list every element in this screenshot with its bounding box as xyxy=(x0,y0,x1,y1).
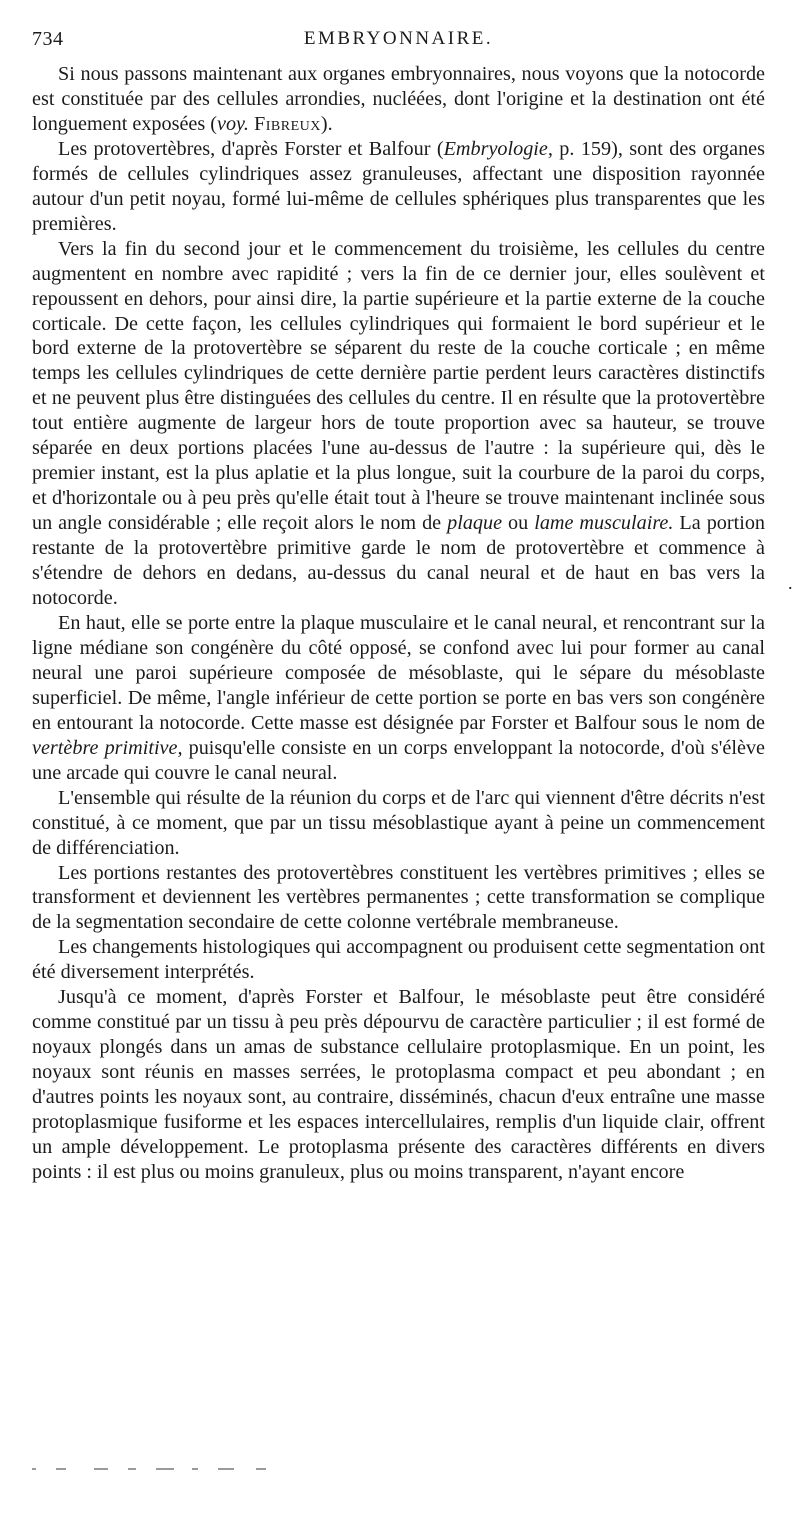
margin-mark: . xyxy=(788,573,793,593)
paragraph-second-jour: Vers la fin du second jour et le commencement du troisième, les cellules du centre augmentent en nombre avec rapidité ; vers la fin de ce dernier jour, elles soulèvent et repoussent en dehors, pour ainsi dire, la partie supérieure et la partie externe de la couche corticale. De cette façon, les cellules cylindriques qui formaient le bord supérieur et le bord externe de la protovertèbre se séparent du reste de la couche corticale ; en même temps les cellules cylindriques de cette dernière partie perdent leurs caractères distinctifs et ne peuvent plus être distinguées des cellules du centre. Il en résulte que la protovertèbre tout entière augmente de largeur hors de toute proportion avec sa hauteur, se trouve séparée en deux portions placées l'une au-dessus de l'autre : la supérieure qui, dès le premier instant, est la plus aplatie et la plus longue, suit la courbure de la paroi du corps, et d'horizontale ou à peu près qu'elle était tout à l'heure se trouve maintenant inclinée sous un angle considérable ; elle reçoit alors le nom de plaque ou lame musculaire. La portion restante de la protovertèbre primitive garde le nom de protovertèbre et commence à s'étendre de dehors en dedans, au-dessus du canal neural et de haut en bas vers la notocorde. xyxy=(32,237,766,610)
page-number: 734 xyxy=(32,28,64,50)
paragraph-en-haut: En haut, elle se porte entre la plaque musculaire et le canal neural, et rencontrant sur la ligne médiane son congénère du côté opposé, se confond avec lui pour former au canal neural une paroi supérieure composée de mésoblaste, qui le sépare du mésoblaste superficiel. De même, l'angle inférieur de cette portion se porte en bas vers son congénère en entourant la notocorde. Cette masse est désignée par Forster et Balfour sous le nom de vertèbre primitive, puisqu'elle consiste en un corps enveloppant la notocorde, d'où s'élève une arcade qui couvre le canal neural. xyxy=(32,611,765,784)
paragraph-notocorde: Si nous passons maintenant aux organes embryonnaires, nous voyons que la notocorde est constituée par des cellules arrondies, nucléées, dont l'origine et la destination ont été longuement exposées (voy. Fibreux). xyxy=(32,63,765,135)
paragraph-portions-restantes: Les portions restantes des protovertèbres constituent les vertèbres primitives ; elles se transforment et deviennent les vertèbres permanentes ; cette transformation se complique de la segmentation secondaire de cette colonne vertébrale membraneuse. xyxy=(32,861,765,934)
paragraph-changements: Les changements histologiques qui accompagnent ou produisent cette segmentation ont été diversement interprétés. xyxy=(32,936,765,984)
page-header xyxy=(32,28,765,58)
paragraph-protovertebres: Les protovertèbres, d'après Forster et Balfour (Embryologie, p. 159), sont des organes formés de cellules cylindriques assez granuleuses, affectant une disposition rayonnée autour d'un petit noyau, formé lui-même de cellules sphériques plus transparentes que les premières. xyxy=(32,137,766,235)
paragraph-jusqua: Jusqu'à ce moment, d'après Forster et Balfour, le mésoblaste peut être considéré comme constitué par un tissu à peu près dépourvu de caractère particulier ; il est formé de noyaux plongés dans un amas de substance cellulaire protoplasmique. En un point, les noyaux sont réunis en masses serrées, le protoplasma compact et peu abondant ; en d'autres points les noyaux sont, au contraire, disséminés, chacun d'eux entraîne une masse protoplasmique fusiforme et les espaces intercellulaires, remplis d'un liquide clair, offrent un ample développement. Le protoplasma présente des caractères différents en divers points : il est plus ou moins granuleux, plus ou moins transparent, n'ayant encore xyxy=(32,986,765,1183)
scan-footer-specks xyxy=(32,1468,332,1474)
body-text xyxy=(32,62,765,1185)
running-title: EMBRYONNAIRE. xyxy=(303,28,494,49)
paragraph-ensemble: L'ensemble qui résulte de la réunion du corps et de l'arc qui viennent d'être décrits n'est constitué, à ce moment, que par un tissu mésoblastique ayant à peine un commencement de différenciation. xyxy=(32,786,765,859)
